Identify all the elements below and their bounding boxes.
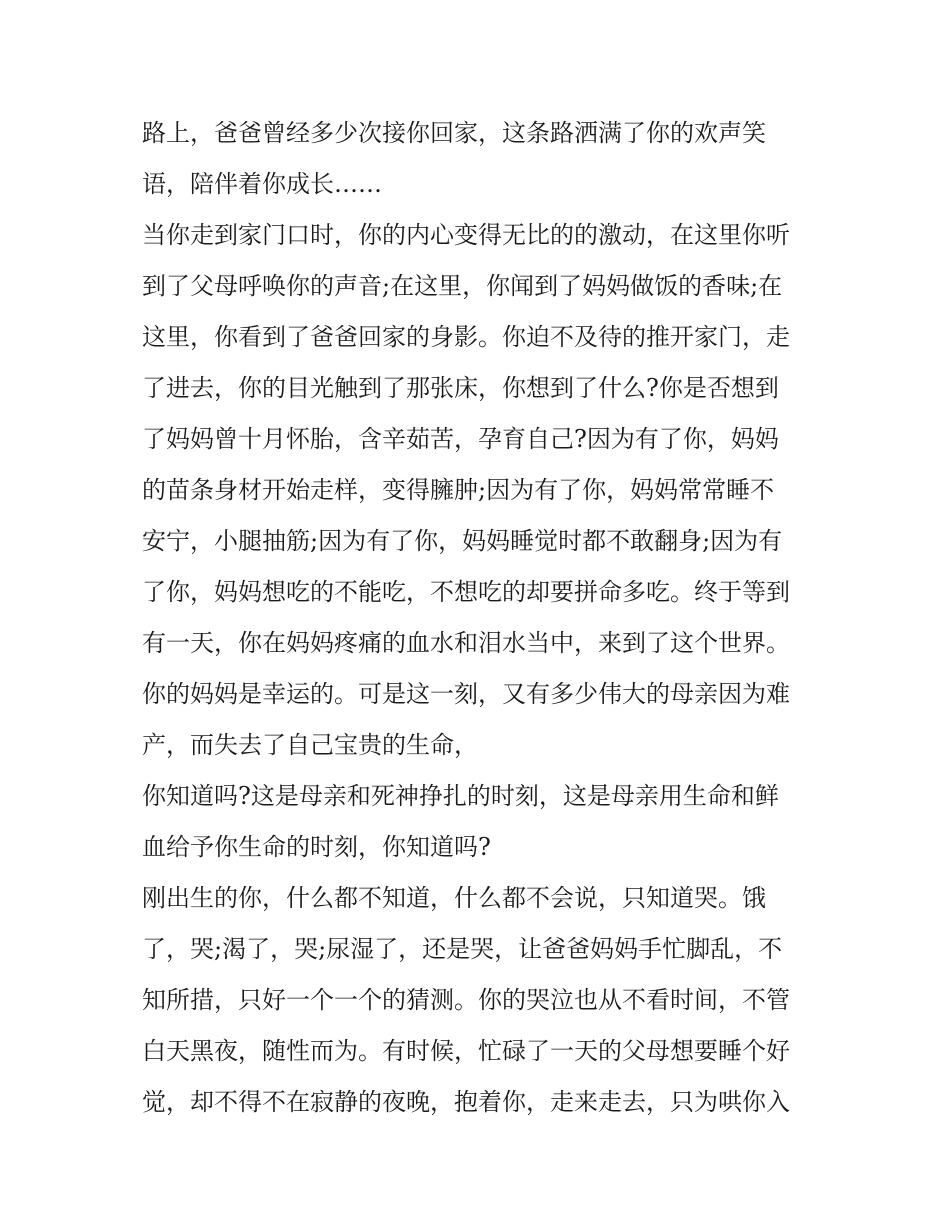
text-line: 了进去，你的目光触到了那张床，你想到了什么?你是否想到	[142, 374, 779, 402]
text-line: 有一天，你在妈妈疼痛的血水和泪水当中，来到了这个世界。	[142, 629, 790, 657]
text-line: 你知道吗?这是母亲和死神挣扎的时刻，这是母亲用生命和鲜	[142, 782, 779, 810]
text-line: 安宁，小腿抽筋;因为有了你，妈妈睡觉时都不敢翻身;因为有	[142, 527, 783, 555]
text-line: 了，哭;渴了，哭;尿湿了，还是哭，让爸爸妈妈手忙脚乱，不	[142, 935, 783, 963]
text-line: 当你走到家门口时，你的内心变得无比的的激动，在这里你听	[142, 221, 790, 249]
text-line: 路上，爸爸曾经多少次接你回家，这条路洒满了你的欢声笑	[142, 119, 766, 147]
body-text	[142, 108, 822, 1128]
text-line: 这里，你看到了爸爸回家的身影。你迫不及待的推开家门，走	[142, 323, 790, 351]
text-line: 到了父母呼唤你的声音;在这里，你闻到了妈妈做饭的香味;在	[142, 272, 783, 300]
text-line: 了妈妈曾十月怀胎，含辛茹苦，孕育自己?因为有了你，妈妈	[142, 425, 779, 453]
text-line: 你的妈妈是幸运的。可是这一刻，又有多少伟大的母亲因为难	[142, 680, 790, 708]
text-line: 觉，却不得不在寂静的夜晚，抱着你，走来走去，只为哄你入	[142, 1088, 790, 1116]
text-line: 知所措，只好一个一个的猜测。你的哭泣也从不看时间，不管	[142, 986, 790, 1014]
text-line: 白天黑夜，随性而为。有时候，忙碌了一天的父母想要睡个好	[142, 1037, 790, 1065]
text-line: 产，而失去了自己宝贵的生命，	[142, 731, 478, 759]
text-line: 血给予你生命的时刻，你知道吗?	[142, 833, 491, 861]
text-line: 刚出生的你，什么都不知道，什么都不会说，只知道哭。饿	[142, 884, 766, 912]
text-line: 了你，妈妈想吃的不能吃，不想吃的却要拼命多吃。终于等到	[142, 578, 790, 606]
text-line: 语，陪伴着你成长……	[142, 170, 382, 198]
text-line: 的苗条身材开始走样，变得臃肿;因为有了你，妈妈常常睡不	[142, 476, 775, 504]
